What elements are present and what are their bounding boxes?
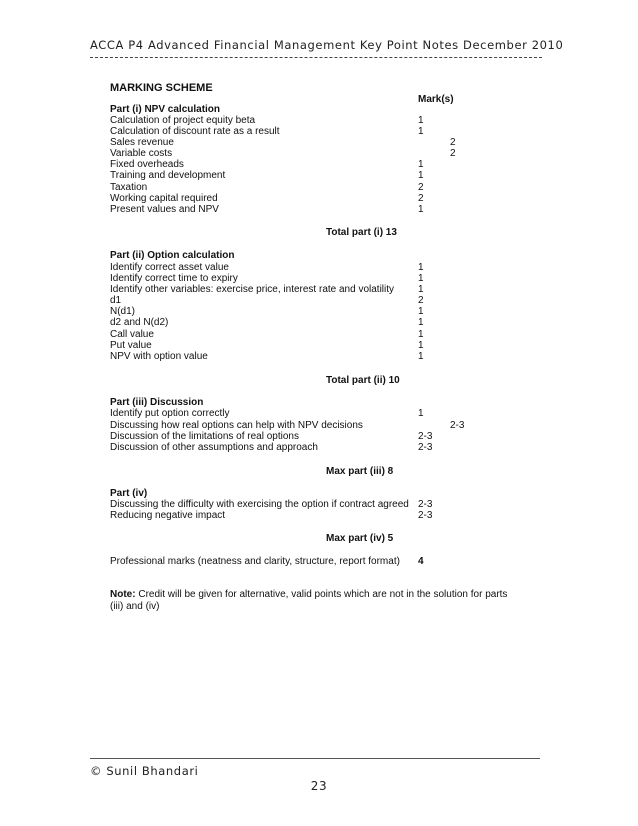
footer-author: © Sunil Bhandari [90, 764, 199, 778]
part-iii-heading: Part (iii) Discussion [110, 397, 204, 408]
line-item-mark: 2 [450, 148, 456, 159]
line-item-label: Discussion of the limitations of real options [110, 431, 299, 442]
line-item-mark: 1 [418, 306, 424, 317]
line-item-label: Identify put option correctly [110, 408, 230, 419]
line-item-label: N(d1) [110, 306, 136, 317]
line-item-mark: 2-3 [418, 431, 433, 442]
line-item-label: d2 and N(d2) [110, 317, 169, 328]
note [110, 589, 520, 613]
marks-column-header: Mark(s) [418, 94, 454, 105]
line-item-mark: 1 [418, 159, 424, 170]
line-item-mark: 2-3 [418, 442, 433, 453]
line-item-mark: 2 [418, 295, 424, 306]
line-item-label: Variable costs [110, 148, 173, 159]
line-item-label: Identify other variables: exercise price, interest rate and volatility [110, 284, 395, 295]
line-item-label: Discussion of other assumptions and approach [110, 442, 318, 453]
line-item-mark: 1 [418, 262, 424, 273]
line-item-label: Put value [110, 340, 152, 351]
line-item-label: Identify correct time to expiry [110, 273, 238, 284]
line-item-label: Calculation of project equity beta [110, 115, 256, 126]
line-item-label: Discussing the difficulty with exercising the option if contract agreed [110, 499, 409, 510]
line-item-label: Call value [110, 329, 154, 340]
page-number: 23 [310, 779, 328, 793]
line-item-label: Calculation of discount rate as a result [110, 126, 280, 137]
line-item-label: Fixed overheads [110, 159, 184, 170]
line-item-mark: 1 [418, 317, 424, 328]
line-item-mark: 1 [418, 115, 424, 126]
header-divider [90, 57, 542, 58]
page-header-title: ACCA P4 Advanced Financial Management Key Point Notes December 2010 [90, 38, 564, 52]
line-item-mark: 1 [418, 126, 424, 137]
footer-divider [90, 758, 540, 759]
line-item-mark: 2-3 [418, 499, 433, 510]
professional-marks-value: 4 [418, 556, 424, 567]
line-item-mark: 2-3 [418, 510, 433, 521]
part-ii-total: Total part (ii) 10 [326, 375, 400, 386]
part-i-heading: Part (i) NPV calculation [110, 104, 221, 115]
line-item-mark: 2 [450, 137, 456, 148]
line-item-mark: 1 [418, 340, 424, 351]
line-item-mark: 1 [418, 273, 424, 284]
part-i-total: Total part (i) 13 [326, 227, 397, 238]
line-item-mark: 2 [418, 193, 424, 204]
line-item-label: Working capital required [110, 193, 218, 204]
line-item-label: Present values and NPV [110, 204, 219, 215]
line-item-mark: 1 [418, 284, 424, 295]
line-item-mark: 2-3 [450, 420, 465, 431]
line-item-mark: 1 [418, 351, 424, 362]
line-item-label: Training and development [110, 170, 226, 181]
part-ii-heading: Part (ii) Option calculation [110, 250, 235, 261]
line-item-mark: 1 [418, 408, 424, 419]
scheme-title: MARKING SCHEME [110, 82, 213, 94]
line-item-mark: 1 [418, 329, 424, 340]
part-iii-total: Max part (iii) 8 [326, 466, 394, 477]
line-item-mark: 2 [418, 182, 424, 193]
line-item-mark: 1 [418, 204, 424, 215]
note-text: Credit will be given for alternative, valid points which are not in the solution for parts (iii) and (iv) [110, 589, 508, 612]
line-item-mark: 1 [418, 170, 424, 181]
part-iv-heading: Part (iv) [110, 488, 148, 499]
professional-marks-label: Professional marks (neatness and clarity, structure, report format) [110, 556, 400, 567]
note-label: Note: [110, 589, 136, 600]
line-item-label: Identify correct asset value [110, 262, 229, 273]
line-item-label: Discussing how real options can help with NPV decisions [110, 420, 363, 431]
line-item-label: d1 [110, 295, 122, 306]
line-item-label: Reducing negative impact [110, 510, 226, 521]
line-item-label: NPV with option value [110, 351, 208, 362]
line-item-label: Sales revenue [110, 137, 174, 148]
line-item-label: Taxation [110, 182, 148, 193]
part-iv-total: Max part (iv) 5 [326, 533, 394, 544]
